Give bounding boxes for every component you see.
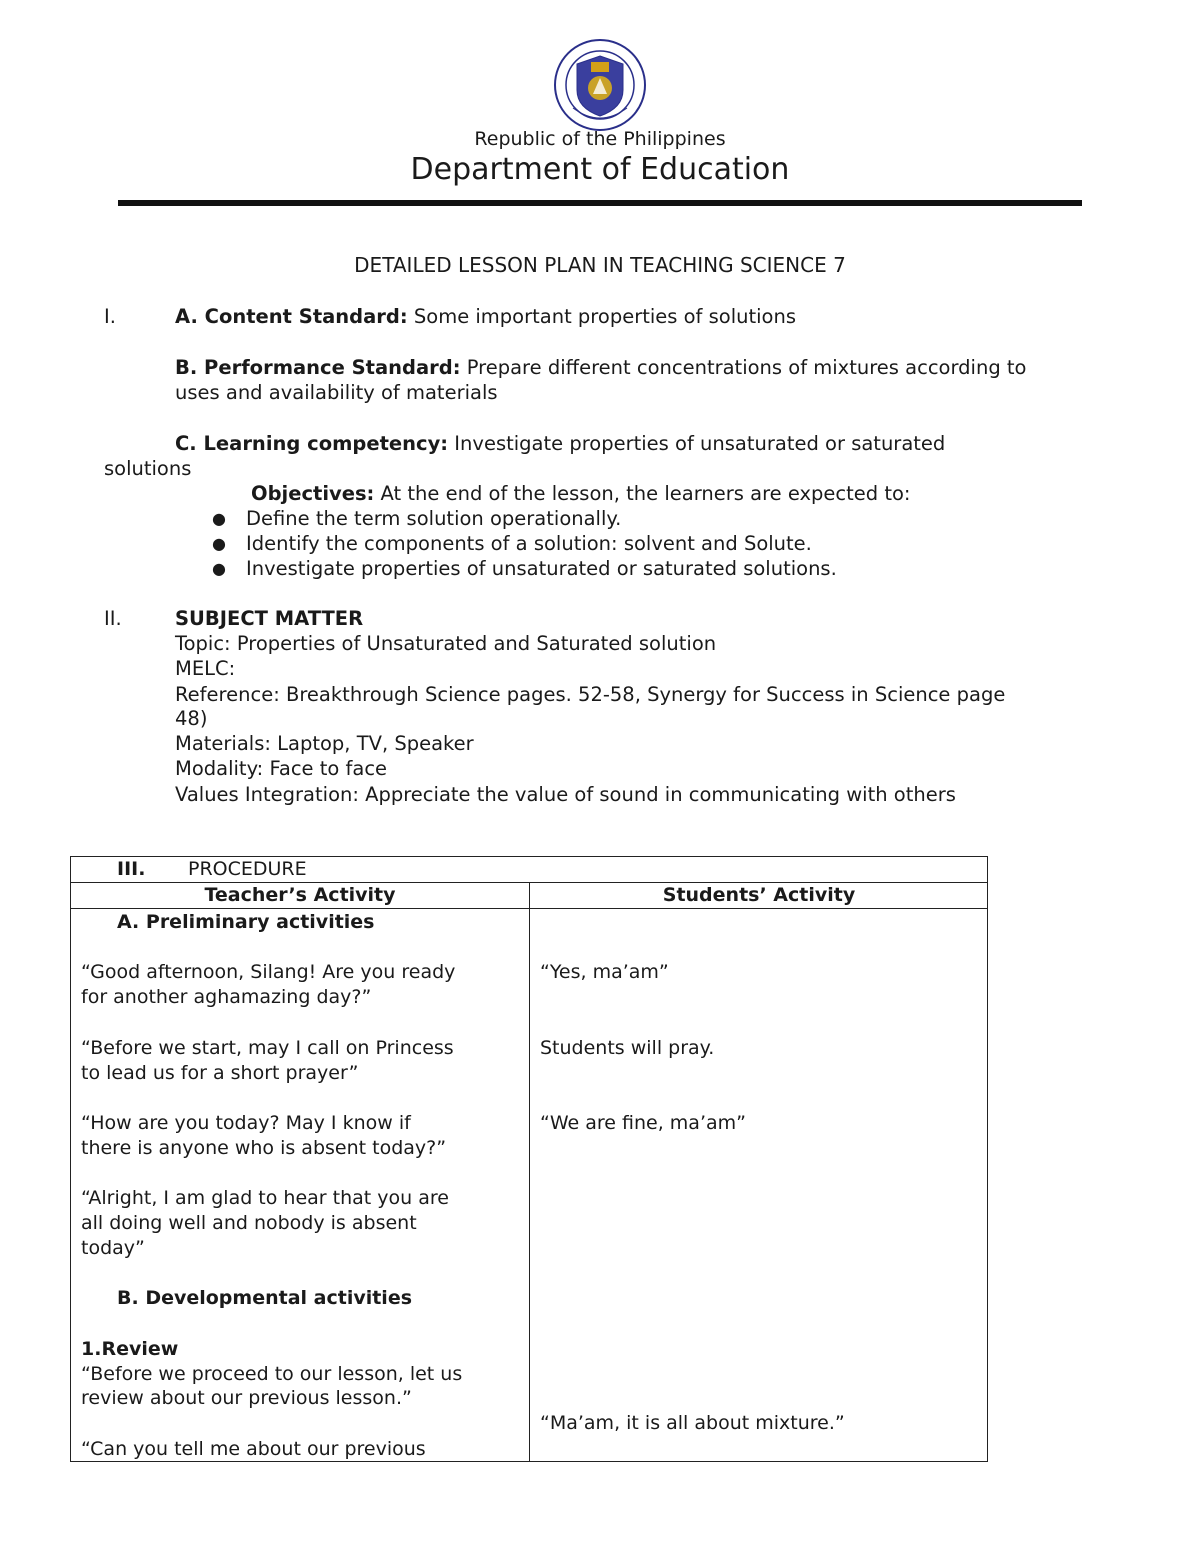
teacher-line: “Alright, I am glad to hear that you are — [81, 1187, 449, 1209]
review-heading: 1.Review — [81, 1338, 179, 1360]
student-line: “Ma’am, it is all about mixture.” — [540, 1412, 845, 1434]
bullet-icon: ● — [212, 534, 226, 553]
content-standard-text: Some important properties of solutions — [407, 305, 797, 328]
teacher-line: “Before we proceed to our lesson, let us — [81, 1363, 463, 1385]
column-divider — [529, 882, 530, 1461]
teacher-line: “Good afternoon, Silang! Are you ready — [81, 961, 456, 983]
objectives-label: Objectives: — [251, 482, 375, 505]
materials-line: Materials: Laptop, TV, Speaker — [175, 732, 474, 755]
deped-seal-logo — [553, 38, 647, 132]
section-2-numeral: II. — [104, 607, 122, 630]
republic-label: Republic of the Philippines — [474, 128, 726, 150]
values-integration-line: Values Integration: Appreciate the value of sound in communicating with others — [175, 783, 956, 806]
melc-line: MELC: — [175, 657, 236, 680]
performance-standard-text-cont: uses and availability of materials — [175, 381, 498, 404]
subject-matter-heading: SUBJECT MATTER — [175, 607, 364, 630]
teacher-line: for another aghamazing day?” — [81, 986, 372, 1008]
performance-standard-text: Prepare different concentrations of mixtures according to — [460, 356, 1027, 379]
procedure-table — [70, 856, 988, 1462]
teacher-line: today” — [81, 1237, 145, 1259]
performance-standard — [175, 356, 1026, 379]
procedure-numeral: III. — [117, 858, 146, 880]
objectives — [251, 482, 911, 505]
objective-item: Define the term solution operationally. — [246, 507, 622, 530]
bullet-icon: ● — [212, 559, 226, 578]
preliminary-activities-heading: A. Preliminary activities — [117, 911, 375, 933]
teacher-line: review about our previous lesson.” — [81, 1387, 412, 1409]
header-divider — [118, 200, 1082, 206]
section-1-numeral: I. — [104, 305, 116, 328]
developmental-activities-heading: B. Developmental activities — [117, 1287, 413, 1309]
learning-competency-text-cont: solutions — [104, 457, 192, 480]
students-activity-header: Students’ Activity — [662, 884, 856, 906]
objective-item: Investigate properties of unsaturated or saturated solutions. — [246, 557, 837, 580]
department-title: Department of Education — [410, 152, 790, 187]
reference-line: Reference: Breakthrough Science pages. 52-58, Synergy for Success in Science page — [175, 683, 1006, 706]
topic-line: Topic: Properties of Unsaturated and Saturated solution — [175, 632, 717, 655]
document-title: DETAILED LESSON PLAN IN TEACHING SCIENCE 7 — [354, 253, 846, 277]
teacher-line: “How are you today? May I know if — [81, 1112, 411, 1134]
learning-competency — [175, 432, 945, 455]
student-line: Students will pray. — [540, 1037, 715, 1059]
reference-line-cont: 48) — [175, 707, 208, 730]
content-standard — [175, 305, 796, 328]
teacher-line: all doing well and nobody is absent — [81, 1212, 417, 1234]
teacher-activity-header: Teacher’s Activity — [204, 884, 396, 906]
teacher-line: there is anyone who is absent today?” — [81, 1137, 447, 1159]
teacher-line: “Before we start, may I call on Princess — [81, 1037, 454, 1059]
student-line: “Yes, ma’am” — [540, 961, 669, 983]
objective-item: Identify the components of a solution: solvent and Solute. — [246, 532, 812, 555]
modality-line: Modality: Face to face — [175, 757, 388, 780]
teacher-line: “Can you tell me about our previous — [81, 1438, 426, 1460]
bullet-icon: ● — [212, 509, 226, 528]
performance-standard-label: B. Performance Standard: — [175, 356, 461, 379]
content-standard-label: A. Content Standard: — [175, 305, 408, 328]
learning-competency-label: C. Learning competency: — [175, 432, 449, 455]
student-line: “We are fine, ma’am” — [540, 1112, 746, 1134]
procedure-heading: PROCEDURE — [188, 858, 307, 880]
objectives-intro: At the end of the lesson, the learners are expected to: — [374, 482, 911, 505]
learning-competency-text: Investigate properties of unsaturated or saturated — [448, 432, 946, 455]
teacher-line: to lead us for a short prayer” — [81, 1062, 359, 1084]
